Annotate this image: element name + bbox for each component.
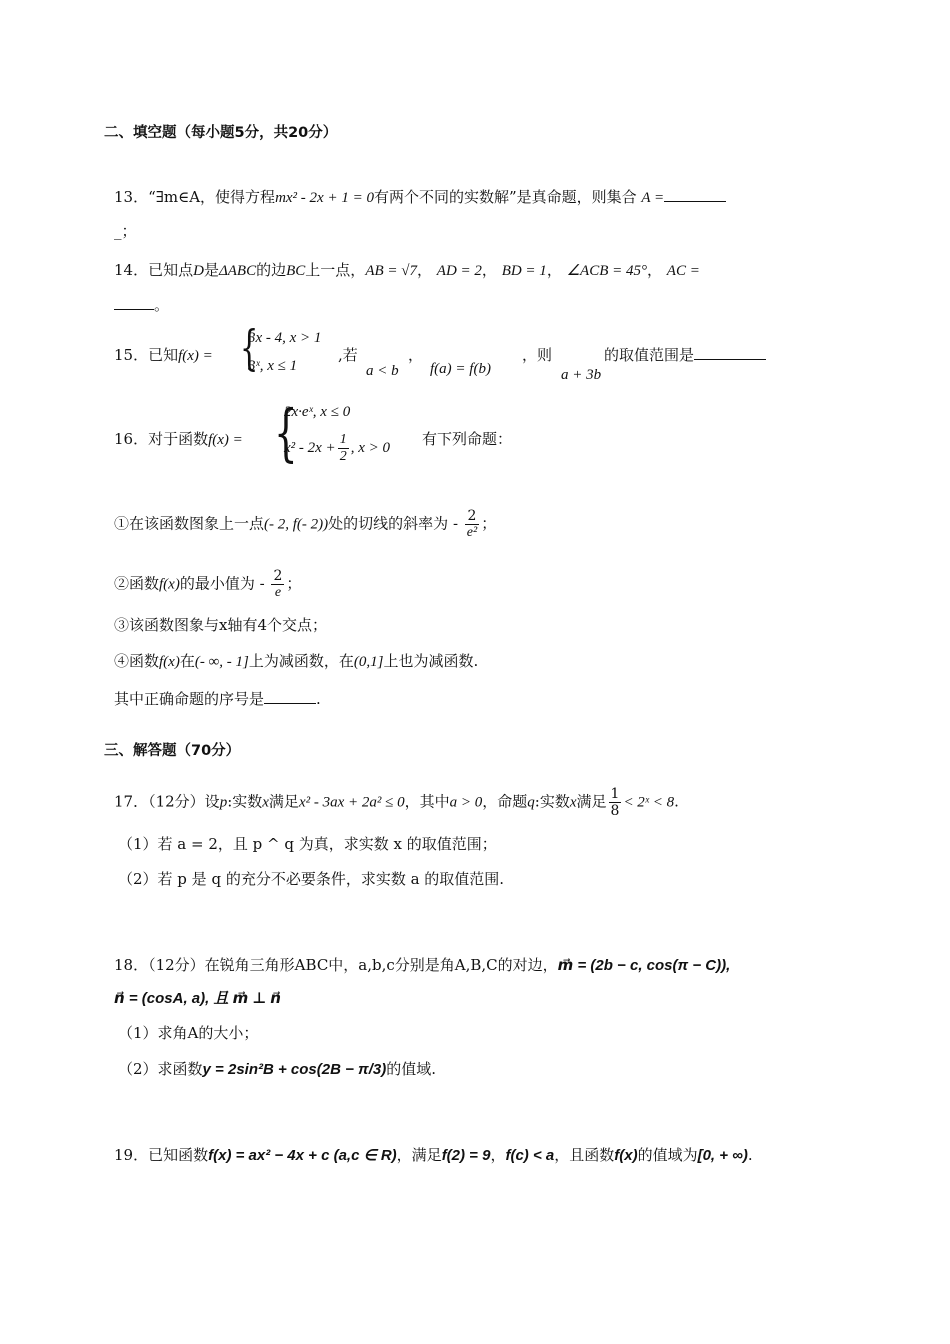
q15-text-a: 已知 [148, 346, 179, 364]
s4-text-a: ④函数 [114, 652, 160, 670]
s2-text-b: 的最小值为 [179, 574, 255, 593]
q18-vector-n: n⃗ = (cosA, a), 且 m⃗ ⊥ n⃗ [114, 990, 281, 1007]
q15-comma: ， [408, 346, 424, 364]
q16-frac-den: 2 [339, 449, 347, 464]
q15-brace: { [240, 320, 259, 376]
q14-ask: AC = [666, 263, 700, 279]
q14-edge: BC [286, 263, 306, 279]
s1-frac-den: e² [466, 525, 478, 540]
q14-text-d: 上一点， [305, 261, 366, 279]
q13-answer-prefix: A = [641, 190, 665, 206]
q16-ask-tail: . [316, 690, 321, 708]
q19-sep: ， [490, 1146, 506, 1164]
q15-text-c: ，则 [522, 346, 553, 364]
q17-text-e: :实数 [534, 792, 570, 811]
q15-tail [604, 344, 766, 366]
q17-frac-den: 8 [610, 803, 620, 819]
q13-tail: _； [114, 222, 137, 240]
s2-min-frac [271, 568, 284, 601]
q19-text-b: ，满足 [396, 1146, 442, 1164]
q16-case-2 [284, 432, 390, 465]
q14-cond-angle: ∠ACB = 45° [566, 263, 647, 279]
q16-func: f(x) = [208, 432, 243, 448]
q16-intro [114, 428, 243, 451]
q14-tail: 。 [154, 296, 170, 314]
s4-text-b: 在 [179, 652, 195, 670]
q14-cond-bd: BD = 1 [501, 263, 547, 279]
q13-text-b: 有两个不同的实数解”是真命题，则集合 [373, 188, 637, 206]
q19-text-a: 已知函数 [148, 1146, 209, 1164]
q17-text-c: ，其中 [404, 792, 450, 811]
s1-tail: ； [481, 514, 497, 533]
q16-statement-1: ①在该函数图象上一点(- 2, f(- 2))处的切线的斜率为 - $\frac{2}{\text{e²}}$ ； [114, 508, 497, 540]
q19-formula: f(x) = ax² − 4x + c (a,c ∈ R) [208, 1147, 397, 1164]
q16-text-b: 有下列命题： [422, 430, 513, 448]
q17-p: p [219, 794, 228, 811]
q16-case-1: 2x·eˣ, x ≤ 0 [284, 404, 351, 420]
q18-part-2 [118, 1058, 436, 1081]
q14-answer-blank [114, 295, 154, 310]
q17-q: q [527, 794, 535, 811]
q18-line-1: （12分）在锐角三角形ABC中，a,b,c分别是角A,B,C的对边， [148, 956, 558, 974]
q15-cond-ab: a < b [366, 363, 399, 379]
s1-frac-num: 2 [465, 508, 479, 525]
q14-text-c: 的边 [256, 261, 287, 279]
s4-interval-2: (0,1] [353, 654, 384, 670]
question-17 [114, 786, 679, 819]
q16-statement-2: ②函数f(x)的最小值为 - $\frac{2}{e}$ ； [114, 568, 302, 600]
s1-point: (- 2, f(- 2)) [264, 516, 329, 533]
q19-text-c: ，且函数 [554, 1146, 615, 1164]
q19-cond-2: f(c) < a [505, 1147, 555, 1164]
q16-ask-text: 其中正确命题的序号是 [114, 690, 265, 708]
q15-cond-eq: f(a) = f(b) [430, 361, 491, 377]
question-13 [114, 186, 726, 209]
q19-number: 19． [114, 1146, 149, 1164]
q16-frac-num: 1 [339, 432, 347, 447]
question-18 [114, 954, 730, 977]
q17-ineq2: < 2ˣ < 8 [623, 794, 675, 811]
q14-number: 14． [114, 261, 149, 279]
q15-func: f(x) = [178, 348, 213, 364]
q17-text-f: 满足 [576, 792, 607, 811]
q16-case2-frac [338, 432, 349, 465]
q17-part-1: （1）若 a = 2，且 p ^ q 为真，求实数 x 的取值范围； [118, 835, 497, 853]
q16-statement-3: ③该函数图象与x轴有4个交点； [114, 616, 328, 634]
q15-text-d: 的取值范围是 [604, 346, 695, 364]
s1-text-b: 处的切线的斜率为 [328, 514, 449, 533]
q17-text-d: ，命题 [482, 792, 528, 811]
q15-intro [114, 344, 213, 367]
q15-expr: a + 3b [561, 367, 602, 383]
q19-cond-1: f(2) = 9 [441, 1147, 491, 1164]
q16-case2-a: x² - 2x + [284, 439, 336, 456]
q15-case-1: 3x - 4, x > 1 [248, 330, 322, 346]
q17-score: （12分）设 [148, 792, 220, 811]
q19-range: [0, + ∞) [697, 1147, 748, 1164]
s4-func: f(x) [159, 654, 180, 670]
q17-x: x [262, 794, 269, 811]
s2-func: f(x) [159, 576, 180, 593]
q18-part2-text-b: 的值域. [386, 1060, 436, 1078]
q16-brace: { [274, 396, 298, 469]
q18-number: 18． [114, 956, 149, 974]
q17-number: 17． [114, 792, 149, 811]
q13-number: 13． [114, 188, 149, 206]
q17-frac-num: 1 [610, 786, 620, 802]
q19-func: f(x) [614, 1147, 638, 1164]
q16-text-a: 对于函数 [148, 430, 209, 448]
s2-tail: ； [286, 574, 302, 593]
q18-vector-m: m⃗ = (2b − c, cos(π − C)), [557, 957, 731, 974]
s4-text-d: 上也为减函数. [383, 652, 479, 670]
q16-ask [114, 688, 321, 710]
q14-triangle: ΔABC [218, 263, 257, 279]
q15-answer-blank [694, 345, 766, 360]
q15-cond-text: ,若 [338, 346, 358, 364]
q15-case-2: 3ˣ, x ≤ 1 [248, 358, 298, 374]
s4-interval-1: (- ∞, - 1] [194, 654, 249, 670]
q17-period: . [674, 792, 679, 811]
q17-text-b: 满足 [268, 792, 299, 811]
q17-ineq: x² - 3ax + 2a² ≤ 0 [298, 794, 405, 811]
q16-case2-b: , x > 0 [350, 439, 390, 456]
q16-answer-blank [264, 689, 316, 704]
q13-text-a: “∃m∈A，使得方程 [148, 188, 276, 206]
q14-point: D [193, 263, 204, 279]
q13-answer-blank [664, 187, 726, 202]
section-3-heading: 三、解答题（70分） [104, 743, 241, 759]
question-19 [114, 1144, 753, 1167]
q19-tail: . [747, 1146, 753, 1164]
q17-text-a: :实数 [227, 792, 263, 811]
s2-frac-den: e [274, 585, 282, 600]
q17-x-2: x [569, 794, 577, 811]
q18-part2-text-a: （2）求函数 [118, 1060, 203, 1078]
s2-frac-num: 2 [273, 568, 283, 584]
q18-part-1: （1）求角A的大小； [118, 1024, 259, 1042]
q18-part2-formula: y = 2sin²B + cos(2B − π/3) [202, 1061, 387, 1078]
q15-number: 15． [114, 346, 149, 364]
s2-text-a: ②函数 [114, 574, 160, 593]
q14-answer-line [114, 294, 169, 316]
q17-frac [609, 786, 622, 819]
q14-cond-ad: AD = 2 [436, 263, 482, 279]
q16-number: 16． [114, 430, 149, 448]
q14-cond-ab: AB = √7 [365, 263, 417, 279]
q19-text-d: 的值域为 [637, 1146, 698, 1164]
s4-text-c: 上为减函数，在 [248, 652, 354, 670]
q16-statement-4 [114, 650, 478, 673]
q14-text-a: 已知点 [148, 261, 194, 279]
q17-cond: a > 0 [449, 794, 483, 811]
s1-slope-frac [465, 508, 479, 541]
s1-text-a: ①在该函数图象上一点 [114, 514, 265, 533]
q17-part-2: （2）若 p 是 q 的充分不必要条件，求实数 a 的取值范围. [118, 870, 505, 888]
q13-formula: mx² - 2x + 1 = 0 [275, 190, 374, 206]
q14-text-b: 是 [203, 261, 219, 279]
question-14: 14．已知点D是ΔABC的边BC上一点，AB = √7， AD = 2， BD = 1， ∠ACB = 45°， AC = [114, 261, 700, 279]
section-2-heading: 二、填空题（每小题5分，共20分） [104, 125, 338, 141]
